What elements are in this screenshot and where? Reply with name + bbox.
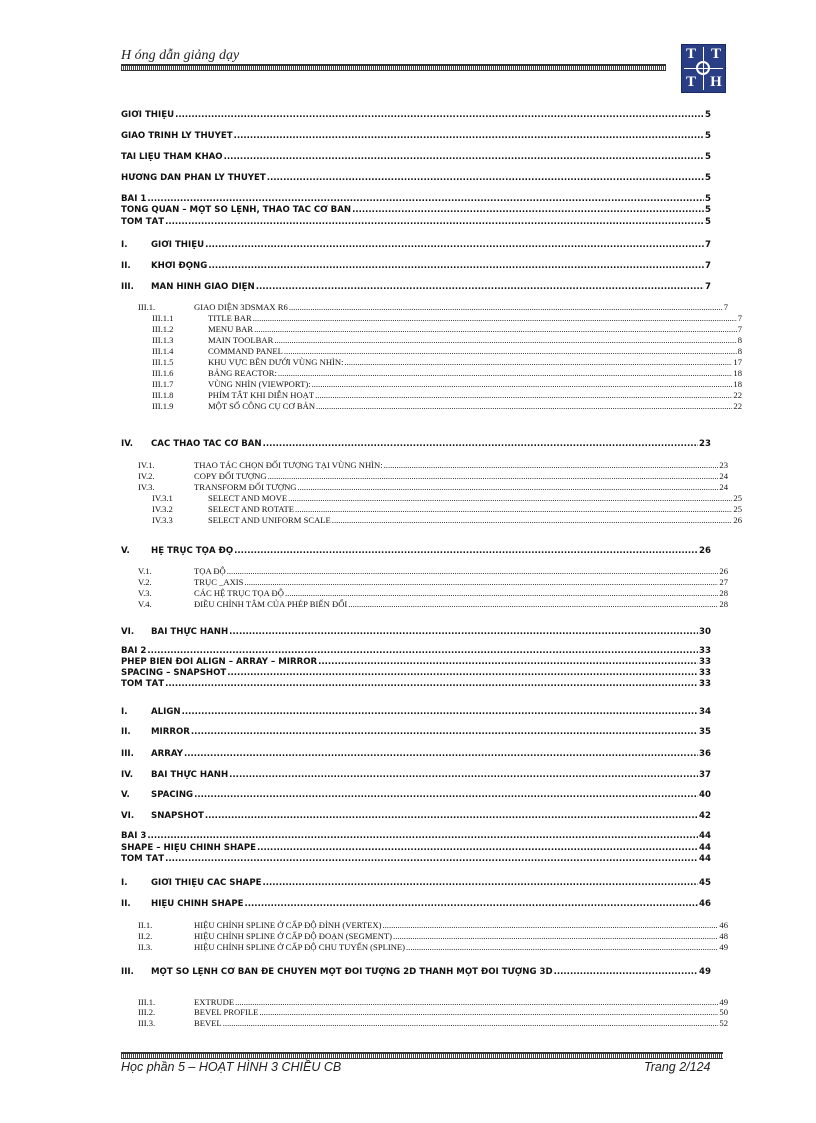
toc-entry-title: GIỚI THIỆU CÁC SHAPE [151, 878, 262, 888]
toc-entry-number: III.1. [138, 997, 156, 1007]
toc-dot-leader [256, 282, 704, 292]
toc-entry[interactable] [121, 1007, 728, 1017]
toc-dot-leader [253, 313, 737, 323]
toc-entry-page: 52 [719, 1018, 728, 1028]
toc-entry-page: 8 [737, 346, 742, 356]
toc-dot-leader [224, 152, 704, 162]
toc-entry[interactable] [121, 493, 742, 503]
logo-letter: T [685, 74, 696, 90]
toc-entry-title: SELECT AND UNIFORM SCALE [208, 515, 331, 525]
toc-entry-number: III.1.1 [152, 313, 174, 323]
toc-dot-leader [274, 335, 736, 345]
toc-entry-page: 30 [699, 627, 711, 637]
toc-entry-number: III.1.2 [152, 324, 174, 334]
toc-entry-page: 17 [733, 357, 742, 367]
toc-entry[interactable] [121, 173, 711, 183]
toc-entry[interactable] [121, 379, 742, 389]
toc-entry-number: V.3. [138, 588, 152, 598]
toc-entry-number: IV.2. [138, 471, 155, 481]
toc-dot-leader [263, 439, 698, 449]
toc-dot-leader [208, 261, 704, 271]
toc-entry-title: SHAPE – HIỆU CHỈNH SHAPE [121, 843, 256, 853]
toc-entry[interactable] [121, 313, 742, 323]
toc-dot-leader [312, 379, 733, 389]
toc-entry-title: TITLE BAR [208, 313, 252, 323]
toc-entry-number: II. [121, 261, 131, 271]
toc-dot-leader [165, 679, 698, 689]
toc-entry-title: SNAPSHOT [151, 811, 204, 821]
toc-entry[interactable] [121, 368, 742, 378]
toc-entry[interactable] [121, 679, 711, 689]
toc-entry-number: V.1. [138, 566, 152, 576]
toc-entry[interactable] [121, 931, 728, 941]
toc-entry[interactable] [121, 152, 711, 162]
toc-entry-number: IV. [121, 439, 134, 449]
toc-entry[interactable] [121, 749, 711, 759]
toc-entry[interactable] [121, 811, 711, 821]
toc-entry-number: V.2. [138, 577, 152, 587]
toc-entry-page: 7 [705, 261, 711, 271]
toc-entry-number: IV.1. [138, 460, 155, 470]
logo-letter: T [710, 46, 721, 62]
toc-dot-leader [227, 668, 698, 678]
toc-entry[interactable] [121, 324, 742, 334]
toc-entry-title: TÀI LIỆU THAM KHẢO [121, 152, 223, 162]
toc-entry-page: 36 [699, 749, 711, 759]
toc-entry-page: 26 [733, 515, 742, 525]
toc-entry-title: HƯỚNG DẪN PHẦN LÝ THUYẾT [121, 173, 266, 183]
toc-entry[interactable] [121, 346, 742, 356]
toc-entry-page: 28 [719, 599, 728, 609]
toc-entry-title: TÓM TẮT [121, 854, 165, 864]
toc-entry-title: KHU VỰC BÊN DƯỚI VÙNG NHÌN: [208, 357, 344, 367]
toc-entry-page: 23 [699, 439, 711, 449]
toc-entry-number: IV. [121, 770, 134, 780]
toc-entry-number: VI. [121, 627, 135, 637]
toc-entry-page: 7 [705, 282, 711, 292]
toc-entry-page: 24 [719, 482, 728, 492]
toc-entry[interactable] [121, 302, 728, 312]
toc-entry[interactable] [121, 668, 711, 678]
toc-entry-number: III.1.4 [152, 346, 174, 356]
toc-dot-leader [332, 515, 733, 525]
toc-dot-leader [348, 599, 718, 609]
toc-entry[interactable] [121, 504, 742, 514]
toc-entry-number: III.1.3 [152, 335, 174, 345]
toc-dot-leader [254, 324, 737, 334]
toc-entry[interactable] [121, 843, 711, 853]
toc-dot-leader [234, 546, 698, 556]
toc-dot-leader [318, 657, 698, 667]
toc-entry-title: GIỚI THIỆU [121, 110, 175, 120]
toc-dot-leader [175, 110, 704, 120]
toc-entry-title: TỌA ĐỘ [194, 566, 226, 576]
footer-rule [121, 1052, 723, 1059]
toc-entry-number: V. [121, 790, 130, 800]
toc-entry-page: 25 [733, 504, 742, 514]
toc-entry-page: 33 [699, 646, 711, 656]
toc-entry-title: ALIGN [151, 707, 181, 717]
toc-entry-number: IV.3.1 [152, 493, 173, 503]
toc-entry-page: 44 [699, 831, 711, 841]
toc-entry-page: 49 [719, 942, 728, 952]
toc-dot-leader [384, 460, 719, 470]
toc-entry-title: MAIN TOOLBAR [208, 335, 274, 345]
toc-entry-page: 24 [719, 471, 728, 481]
toc-entry-title: COMMAND PANEL [208, 346, 283, 356]
toc-entry-page: 33 [699, 679, 711, 689]
toc-entry-title: EXTRUDE [194, 997, 235, 1007]
toc-entry-title: ĐIỀU CHỈNH TÂM CỦA PHÉP BIẾN ĐỔI [194, 599, 348, 609]
toc-entry-number: I. [121, 707, 128, 717]
toc-entry-page: 46 [699, 899, 711, 909]
toc-entry-number: III. [121, 282, 134, 292]
toc-entry[interactable] [121, 599, 728, 609]
toc-entry-title: TÓM TẮT [121, 217, 165, 227]
toc-entry-title: MỘT SỐ CÔNG CỤ CƠ BẢN [208, 401, 316, 411]
toc-dot-leader [234, 131, 704, 141]
toc-dot-leader [284, 346, 737, 356]
toc-entry-title: HIỆU CHỈNH SPLINE Ở CẤP ĐỘ ĐOẠN (SEGMENT) [194, 931, 393, 941]
toc-entry-page: 42 [699, 811, 711, 821]
toc-dot-leader [288, 493, 732, 503]
toc-dot-leader [393, 931, 718, 941]
toc-entry-number: I. [121, 240, 128, 250]
toc-entry[interactable] [121, 942, 728, 952]
toc-entry-page: 22 [733, 390, 742, 400]
toc-entry-title: SPACING [151, 790, 194, 800]
toc-entry-page: 7 [705, 240, 711, 250]
toc-entry-page: 18 [733, 379, 742, 389]
toc-entry[interactable] [121, 727, 711, 737]
toc-entry-number: II.1. [138, 920, 153, 930]
toc-dot-leader [229, 770, 698, 780]
toc-entry-page: 37 [699, 770, 711, 780]
toc-entry-page: 27 [719, 577, 728, 587]
toc-dot-leader [344, 357, 732, 367]
toc-dot-leader [259, 1007, 718, 1017]
toc-dot-leader [257, 843, 698, 853]
toc-entry-page: 40 [699, 790, 711, 800]
toc-dot-leader [194, 790, 698, 800]
toc-entry-page: 5 [705, 205, 711, 215]
toc-entry[interactable] [121, 1018, 728, 1028]
toc-entry-number: III.1.6 [152, 368, 174, 378]
toc-entry-number: III.1.8 [152, 390, 174, 400]
toc-entry[interactable] [121, 997, 728, 1007]
toc-entry-number: III.1.7 [152, 379, 174, 389]
toc-entry-title: BẢNG REACTOR: [208, 368, 277, 378]
toc-entry-page: 28 [719, 588, 728, 598]
toc-entry-page: 26 [719, 566, 728, 576]
toc-entry-title: HIỆU CHỈNH SPLINE Ở CẤP ĐỘ CHU TUYẾN (SPLINE) [194, 942, 406, 952]
toc-dot-leader [165, 854, 698, 864]
toc-entry-title: ARRAY [151, 749, 183, 759]
toc-entry-title: BEVEL PROFILE [194, 1007, 259, 1017]
toc-entry[interactable] [121, 401, 742, 411]
toc-entry-title: HIỆU CHỈNH SPLINE Ở CẤP ĐỘ ĐỈNH (VERTEX) [194, 920, 382, 930]
toc-dot-leader [235, 997, 718, 1007]
toc-entry[interactable] [121, 240, 711, 250]
toc-entry-number: III.3. [138, 1018, 156, 1028]
toc-entry-page: 35 [699, 727, 711, 737]
toc-entry-number: VI. [121, 811, 135, 821]
toc-entry[interactable] [121, 707, 711, 717]
toc-entry-title: SELECT AND MOVE [208, 493, 288, 503]
toc-entry-number: III. [121, 749, 134, 759]
toc-entry[interactable] [121, 261, 711, 271]
toc-dot-leader [295, 504, 732, 514]
toc-entry[interactable] [121, 588, 728, 598]
toc-entry-title: SELECT AND ROTATE [208, 504, 295, 514]
toc-dot-leader [244, 577, 718, 587]
toc-entry[interactable] [121, 646, 711, 656]
logo-circle-icon [696, 61, 710, 75]
toc-entry-number: III.1.5 [152, 357, 174, 367]
toc-entry[interactable] [121, 515, 742, 525]
toc-entry-title: MỘT SỐ LỆNH CƠ BẢN ĐỂ CHUYỂN MỘT ĐỐI TƯỢNG 2D THÀNH MỘT ĐỐI TƯỢNG 3D [151, 967, 553, 977]
toc-entry-number: II.2. [138, 931, 153, 941]
toc-entry[interactable] [121, 657, 711, 667]
logo-letter: T [685, 46, 696, 62]
toc-dot-leader [297, 482, 718, 492]
toc-dot-leader [263, 878, 699, 888]
toc-dot-leader [205, 240, 704, 250]
toc-entry-number: III.1.9 [152, 401, 174, 411]
toc-dot-leader [191, 727, 698, 737]
toc-dot-leader [267, 173, 704, 183]
toc-entry-page: 7 [737, 313, 742, 323]
toc-entry-page: 5 [705, 110, 711, 120]
toc-entry-page: 48 [719, 931, 728, 941]
toc-entry[interactable] [121, 770, 711, 780]
toc-entry-page: 5 [705, 152, 711, 162]
toc-entry-title: COPY ĐỐI TƯỢNG [194, 471, 267, 481]
toc-entry-title: PHÉP BIẾN ĐỔI ALIGN – ARRAY – MIRROR [121, 657, 318, 667]
toc-entry-page: 5 [705, 194, 711, 204]
toc-entry[interactable] [121, 439, 711, 449]
toc-dot-leader [316, 401, 732, 411]
footer-page-number: Trang 2/124 [644, 1060, 711, 1074]
logo-letter: H [710, 74, 722, 90]
toc-dot-leader [182, 707, 698, 717]
toc-entry[interactable] [121, 217, 711, 227]
toc-entry-number: III. [121, 967, 134, 977]
header-rule [121, 64, 666, 71]
toc-entry-page: 5 [705, 173, 711, 183]
toc-dot-leader [147, 194, 704, 204]
toc-dot-leader [223, 1018, 719, 1028]
toc-entry[interactable] [121, 110, 711, 120]
toc-entry-title: CÁC HỆ TRỤC TỌA ĐỘ [194, 588, 284, 598]
toc-entry-page: 33 [699, 657, 711, 667]
toc-entry[interactable] [121, 194, 711, 204]
toc-entry-page: 44 [699, 843, 711, 853]
footer-course-title: Học phần 5 – HOẠT HÌNH 3 CHIỀU CB [121, 1060, 342, 1074]
toc-entry-page: 26 [699, 546, 711, 556]
toc-entry-title: BÀI 3 [121, 831, 147, 841]
toc-entry-number: II. [121, 727, 131, 737]
toc-entry-title: CÁC THAO TÁC CƠ BẢN [151, 439, 262, 449]
toc-entry-title: KHỞI ĐỘNG [151, 261, 208, 271]
toc-dot-leader [278, 368, 733, 378]
toc-entry-title: SPACING – SNAPSHOT [121, 668, 227, 678]
toc-entry-title: BÀI THỰC HÀNH [151, 770, 229, 780]
toc-entry-page: 46 [719, 920, 728, 930]
toc-entry[interactable] [121, 335, 742, 345]
toc-entry[interactable] [121, 920, 728, 930]
toc-entry-page: 33 [699, 668, 711, 678]
toc-dot-leader [245, 899, 699, 909]
toc-entry[interactable] [121, 482, 728, 492]
toc-entry[interactable] [121, 577, 728, 587]
toc-entry-title: TÓM TẮT [121, 679, 165, 689]
toc-entry-title: BÀI THỰC HÀNH [151, 627, 229, 637]
toc-entry-title: GIỚI THIỆU [151, 240, 205, 250]
toc-dot-leader [554, 967, 698, 977]
toc-entry[interactable] [121, 790, 711, 800]
toc-entry[interactable] [121, 878, 711, 888]
toc-dot-leader [165, 217, 704, 227]
toc-dot-leader [184, 749, 698, 759]
toc-entry-title: BÀI 2 [121, 646, 147, 656]
toc-entry-page: 5 [705, 217, 711, 227]
toc-entry-page: 8 [737, 335, 742, 345]
toc-entry-number: I. [121, 878, 128, 888]
toc-entry-title: GIÁO TRÌNH LÝ THUYẾT [121, 131, 233, 141]
toc-entry[interactable] [121, 471, 728, 481]
toc-dot-leader [383, 920, 719, 930]
toc-entry-number: II. [121, 899, 131, 909]
toc-entry-title: TRỤC _AXIS [194, 577, 244, 587]
toc-entry[interactable] [121, 967, 711, 977]
toc-entry-number: IV.3.3 [152, 515, 173, 525]
toc-entry-page: 7 [723, 302, 728, 312]
toc-entry-title: HIỆU CHỈNH SHAPE [151, 899, 244, 909]
toc-entry[interactable] [121, 282, 711, 292]
toc-entry-title: TRANSFORM ĐỐI TƯỢNG [194, 482, 297, 492]
toc-entry-page: 18 [733, 368, 742, 378]
toc-entry-number: IV.3.2 [152, 504, 173, 514]
toc-entry[interactable] [121, 205, 711, 215]
toc-entry-number: V.4. [138, 599, 152, 609]
toc-dot-leader [227, 566, 719, 576]
toc-entry-page: 44 [699, 854, 711, 864]
toc-entry-title: MIRROR [151, 727, 190, 737]
toc-entry[interactable] [121, 566, 728, 576]
toc-entry[interactable] [121, 357, 742, 367]
toc-entry-page: 25 [733, 493, 742, 503]
toc-entry[interactable] [121, 460, 728, 470]
toc-entry-page: 23 [719, 460, 728, 470]
toc-entry[interactable] [121, 854, 711, 864]
toc-entry-page: 50 [719, 1007, 728, 1017]
toc-dot-leader [289, 302, 723, 312]
toc-entry-page: 7 [737, 324, 742, 334]
toc-dot-leader [285, 588, 718, 598]
toc-entry-page: 34 [699, 707, 711, 717]
toc-dot-leader [268, 471, 719, 481]
header-title: H óng dẫn giảng dạy [121, 48, 240, 63]
toc-entry-number: II.3. [138, 942, 153, 952]
toc-entry[interactable] [121, 546, 711, 556]
toc-entry-title: HỆ TRỤC TỌA ĐỘ [151, 546, 234, 556]
toc-entry-page: 5 [705, 131, 711, 141]
publisher-logo [681, 44, 726, 93]
toc-dot-leader [315, 390, 732, 400]
toc-entry-title: MÀN HÌNH GIAO DIỆN [151, 282, 255, 292]
toc-entry-title: THAO TÁC CHỌN ĐỐI TƯỢNG TẠI VÙNG NHÌN: [194, 460, 383, 470]
toc-entry-number: V. [121, 546, 130, 556]
toc-entry-number: III.1. [138, 302, 156, 312]
toc-entry[interactable] [121, 899, 711, 909]
toc-entry-title: MENU BAR [208, 324, 254, 334]
toc-entry[interactable] [121, 831, 711, 841]
toc-dot-leader [229, 627, 698, 637]
toc-entry-title: GIAO DIỆN 3DSMAX R6 [194, 302, 288, 312]
toc-entry-title: PHÍM TẮT KHI DIỄN HOẠT [208, 390, 315, 400]
toc-entry-title: BEVEL [194, 1018, 222, 1028]
toc-entry-page: 49 [719, 997, 728, 1007]
toc-entry-number: III.2. [138, 1007, 156, 1017]
toc-dot-leader [147, 646, 698, 656]
toc-entry-page: 45 [699, 878, 711, 888]
toc-dot-leader [406, 942, 718, 952]
toc-entry-number: IV.3. [138, 482, 155, 492]
toc-dot-leader [147, 831, 698, 841]
toc-entry-page: 22 [733, 401, 742, 411]
toc-entry[interactable] [121, 390, 742, 400]
toc-entry-title: BÀI 1 [121, 194, 147, 204]
toc-entry[interactable] [121, 131, 711, 141]
toc-dot-leader [205, 811, 698, 821]
toc-entry-page: 49 [699, 967, 711, 977]
toc-entry-title: TỔNG QUAN – MỘT SỐ LỆNH, THAO TÁC CƠ BẢN [121, 205, 352, 215]
toc-entry-title: VÙNG NHÌN (VIEWPORT): [208, 379, 311, 389]
toc-dot-leader [352, 205, 704, 215]
toc-entry[interactable] [121, 627, 711, 637]
